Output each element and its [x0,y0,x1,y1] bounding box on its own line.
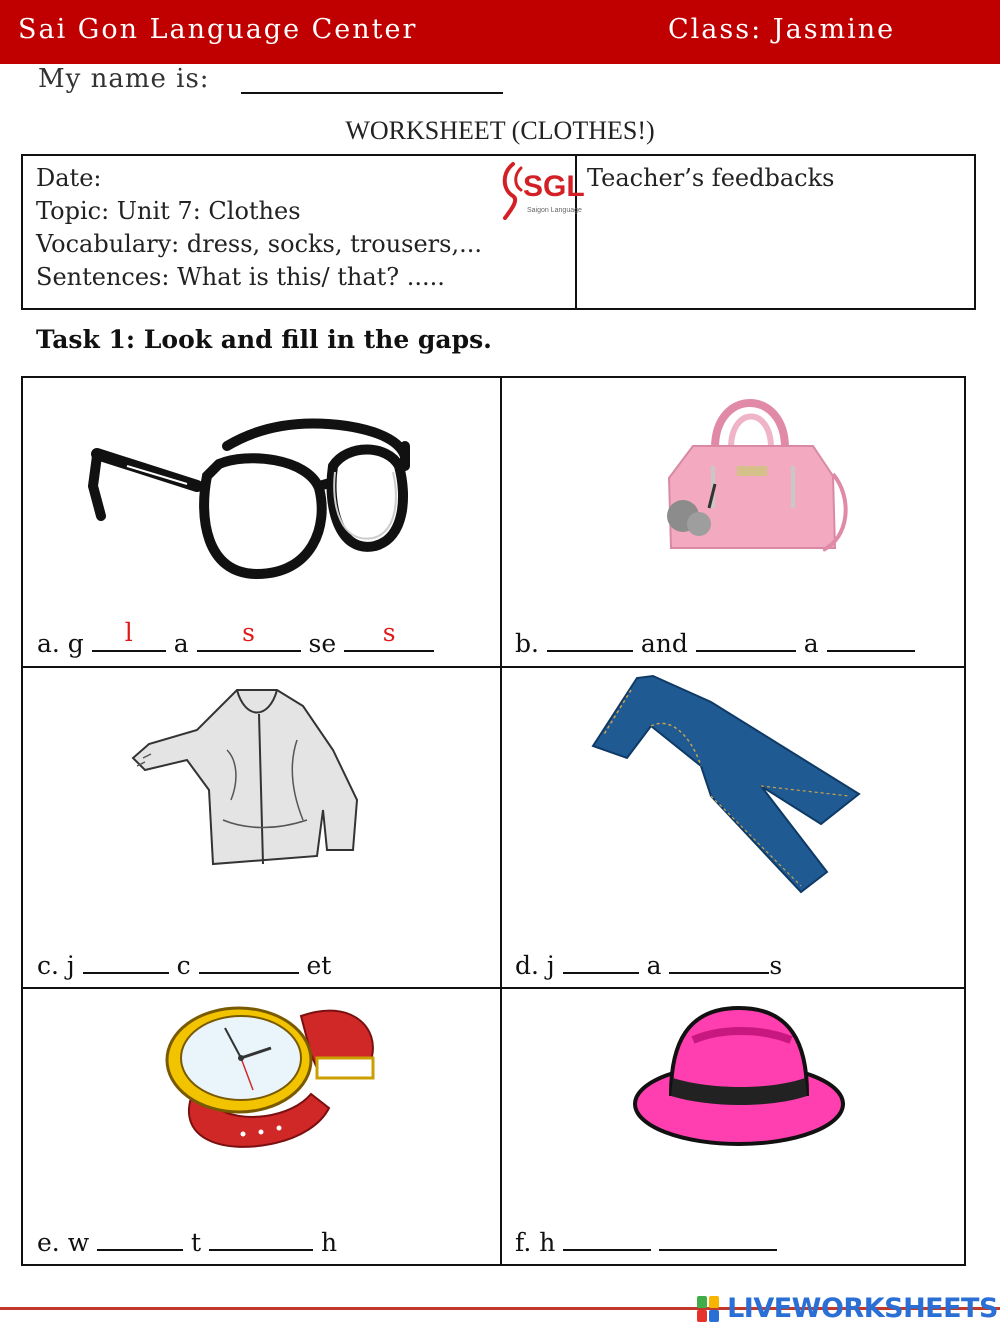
item-e-prefix: e. w [37,1228,90,1257]
liveworksheets-logo [697,1293,998,1325]
liveworksheets-mark-icon [697,1296,719,1322]
exercise-grid [21,376,966,1266]
info-box [21,154,976,310]
item-c-segment-2: et [306,951,332,980]
item-a-answer-1: l [124,618,133,647]
grid-divider [500,378,502,1264]
item-a-caption [37,618,434,658]
item-d-blank-1[interactable] [563,948,639,974]
school-name: Sai Gon Language Center [18,14,418,45]
item-d-caption [515,948,782,980]
item-f-blank-1[interactable] [563,1225,651,1251]
item-d-blank-2[interactable] [669,948,769,974]
item-a-blank-1[interactable] [92,618,166,652]
sentences-label: Sentences: What is this/ that? ..... [36,263,445,291]
item-b-segment-1: and [640,629,688,658]
item-a-blank-3[interactable] [344,618,434,652]
worksheet-title: WORKSHEET (CLOTHES!) [345,116,655,145]
lesson-info [23,156,585,308]
liveworksheets-text: LIVEWORKSHEETS [727,1293,998,1324]
grid-divider [23,666,964,668]
item-e-segment-1: t [191,1228,202,1257]
item-b-blank-1[interactable] [547,626,633,652]
watch-picture [161,998,381,1154]
task1-title: Task 1: Look and fill in the gaps. [36,325,492,354]
hat-picture [631,1004,847,1148]
grid-divider [23,987,964,989]
header-bar [0,0,1000,64]
item-b-blank-3[interactable] [827,626,915,652]
name-row [38,64,503,94]
item-f-blank-2[interactable] [659,1225,777,1251]
name-input[interactable] [241,66,503,94]
class-label: Class: Jasmine [668,14,896,45]
item-c-caption [37,948,331,980]
item-c-prefix: c. j [37,951,75,980]
item-a-segment-1: a [173,629,189,658]
item-a-prefix: a. g [37,629,84,658]
item-c-blank-2[interactable] [199,948,299,974]
jeans-picture [591,676,865,896]
item-a-answer-2: s [242,618,255,647]
teacher-feedback-label: Teacher’s feedbacks [587,164,835,192]
sgl-logo [499,160,585,224]
glasses-picture [87,406,407,586]
item-c-segment-1: c [176,951,191,980]
handbag-picture [653,388,863,558]
item-a-segment-2: se [308,629,337,658]
item-b-prefix: b. [515,629,539,658]
item-f-prefix: f. h [515,1228,556,1257]
item-b-caption [515,626,915,658]
item-c-blank-1[interactable] [83,948,169,974]
logo-text: SGL [523,170,585,203]
logo-subtext: Saigon Language [527,207,582,214]
item-a-answer-3: s [382,618,396,647]
item-d-segment-1: a [646,951,662,980]
item-d-segment-2: s [769,951,783,980]
item-e-blank-2[interactable] [209,1225,313,1251]
name-prompt: My name is: [38,64,210,94]
item-a-blank-2[interactable] [197,618,301,652]
item-b-segment-2: a [803,629,819,658]
item-d-prefix: d. j [515,951,555,980]
item-b-blank-2[interactable] [696,626,796,652]
item-f-caption [515,1225,777,1257]
vocabulary-label: Vocabulary: dress, socks, trousers,... [36,230,482,258]
date-label: Date: [36,164,102,192]
item-e-caption [37,1225,337,1257]
item-e-blank-1[interactable] [97,1225,183,1251]
jacket-picture [127,680,377,876]
topic-label: Topic: Unit 7: Clothes [36,197,301,225]
item-e-segment-2: h [320,1228,338,1257]
